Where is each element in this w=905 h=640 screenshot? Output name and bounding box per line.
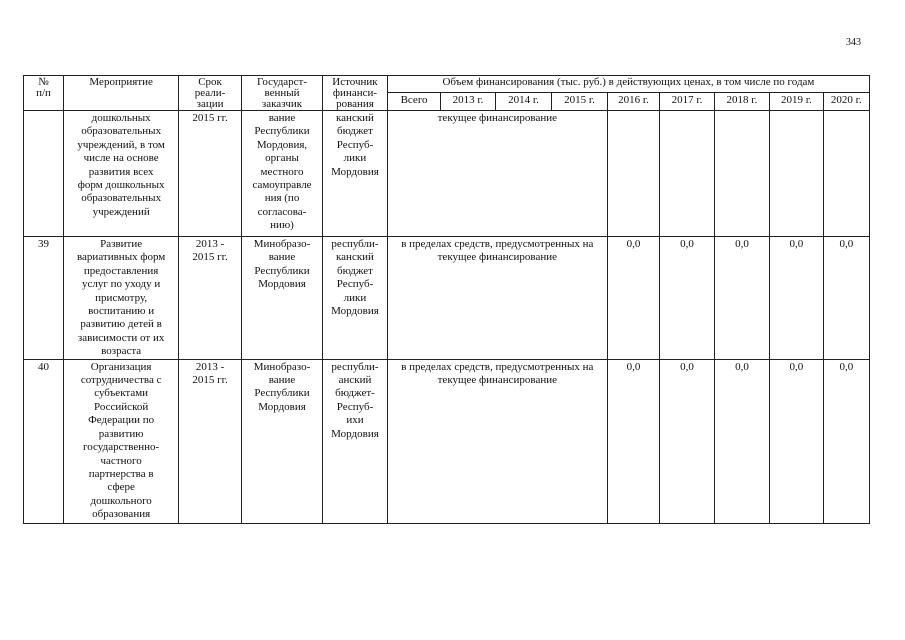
financing-table (23, 75, 870, 524)
header-year-2013: 2013 г. (441, 92, 495, 110)
table-row (24, 111, 870, 237)
row-term: 2013 - 2015 гг. (179, 237, 242, 360)
row-term: 2015 гг. (179, 111, 242, 237)
header-source: Источник финанси- рования (323, 76, 388, 111)
row-value-2019: 0,0 (770, 359, 823, 523)
header-year-2016: 2016 г. (607, 92, 659, 110)
header-year-2014: 2014 г. (495, 92, 552, 110)
row-value-2016: 0,0 (607, 359, 659, 523)
row-source: республи- канский бюджет Респуб- лики Мордовия (323, 237, 388, 360)
table-row (24, 237, 870, 360)
header-num: № п/п (24, 76, 64, 111)
row-value-2019: 0,0 (770, 237, 823, 360)
row-value-2019 (770, 111, 823, 237)
header-funding: Объем финансирования (тыс. руб.) в действующих ценах, в том числе по годам (387, 76, 869, 93)
row-customer: Минобразо- вание Республики Мордовия (241, 359, 322, 523)
row-value-2018: 0,0 (714, 359, 770, 523)
header-year-2019: 2019 г. (770, 92, 823, 110)
header-customer: Государст- венный заказчик (241, 76, 322, 111)
row-funding-text: в пределах средств, предусмотренных на текущее финансирование (387, 237, 607, 360)
row-value-2020: 0,0 (823, 359, 869, 523)
row-funding-text: текущее финансирование (387, 111, 607, 237)
row-value-2016: 0,0 (607, 237, 659, 360)
row-value-2017: 0,0 (660, 359, 714, 523)
row-value-2017: 0,0 (660, 237, 714, 360)
row-value-2018 (714, 111, 770, 237)
header-year-total: Всего (387, 92, 440, 110)
header-row (24, 76, 870, 93)
table-row (24, 359, 870, 523)
header-event: Мероприятие (64, 76, 179, 111)
row-customer: Минобразо- вание Республики Мордовия (241, 237, 322, 360)
header-year-2015: 2015 г. (552, 92, 608, 110)
header-year-2017: 2017 г. (660, 92, 714, 110)
header-year-2018: 2018 г. (714, 92, 770, 110)
row-event: Организация сотрудничества с субъектами Российской Федерации по развитию государственно- частного партнерства в сфере дошкольного образования (64, 359, 179, 523)
row-value-2018: 0,0 (714, 237, 770, 360)
row-source: республи- анский бюджет- Респуб- ихи Мордовия (323, 359, 388, 523)
row-event: Развитие вариативных форм предоставления услуг по уходу и присмотру, воспитанию и развитию детей в зависимости от их возраста (64, 237, 179, 360)
row-term: 2013 - 2015 гг. (179, 359, 242, 523)
row-source: канский бюджет Респуб- лики Мордовия (323, 111, 388, 237)
page-number: 343 (846, 37, 861, 48)
row-number: 39 (24, 237, 64, 360)
row-number: 40 (24, 359, 64, 523)
header-term: Срок реали- зации (179, 76, 242, 111)
row-customer: вание Республики Мордовия, органы местного самоуправле ния (по согласова- нию) (241, 111, 322, 237)
row-value-2017 (660, 111, 714, 237)
row-value-2016 (607, 111, 659, 237)
row-event: дошкольных образовательных учреждений, в том числе на основе развития всех форм дошкольных образовательных учреждений (64, 111, 179, 237)
header-year-2020: 2020 г. (823, 92, 869, 110)
row-number (24, 111, 64, 237)
row-funding-text: в пределах средств, предусмотренных на текущее финансирование (387, 359, 607, 523)
row-value-2020 (823, 111, 869, 237)
row-value-2020: 0,0 (823, 237, 869, 360)
